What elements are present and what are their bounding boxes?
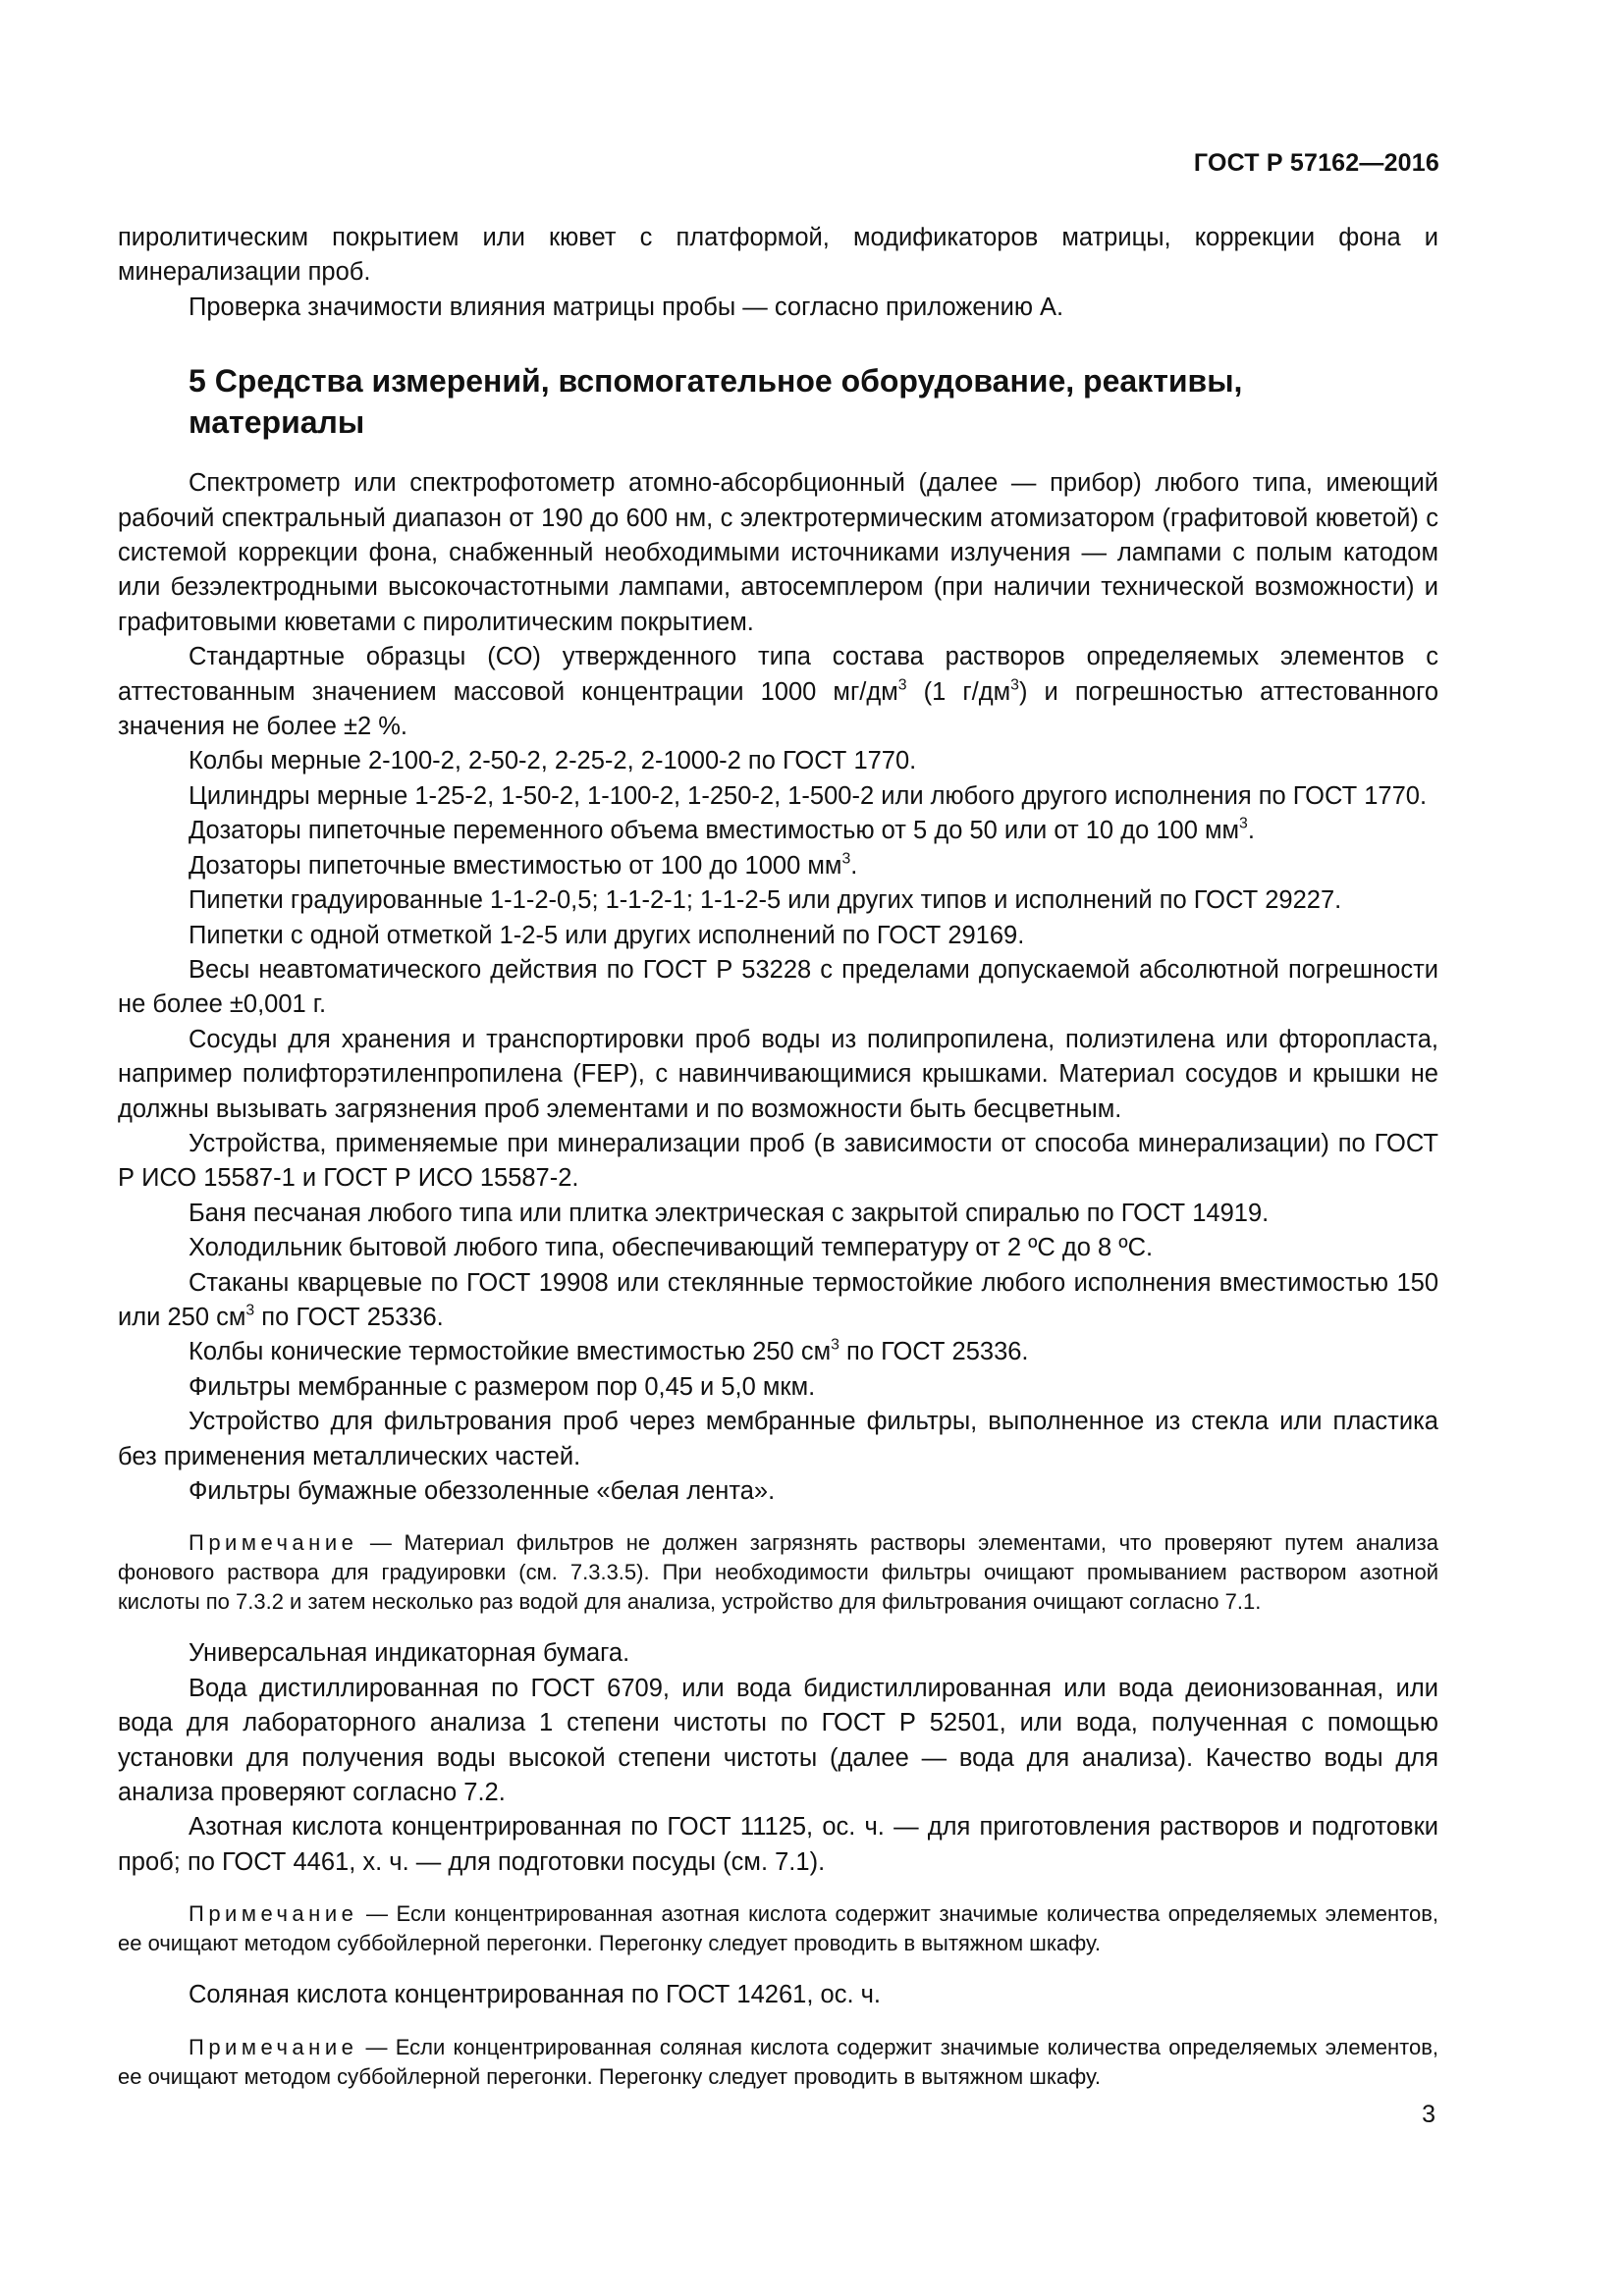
note-text: — Материал фильтров не должен загрязнять растворы элементами, что проверяют путем анализа фонового раствора для градуировки (см. 7.3.3.5). При необходимости фильтры очищают промыванием раствором азотной кислоты по 7.3.2 и затем несколько раз водой для анализа, устройство для фильтрования очищают согласно 7.1.	[118, 1530, 1438, 1615]
superscript: 3	[897, 676, 907, 694]
note-hydrochloric-acid	[118, 2033, 1438, 2092]
text-segment: .	[850, 851, 858, 880]
paragraph-flasks: Колбы мерные 2-100-2, 2-50-2, 2-25-2, 2-1000-2 по ГОСТ 1770.	[189, 747, 917, 775]
text-segment: Колбы конические термостойкие вместимостью 250 см	[189, 1338, 832, 1366]
note-nitric-acid	[118, 1899, 1438, 1958]
text-segment: Стандартные образцы (СО) утвержденного типа состава растворов определяемых элементов с аттестованным значением массовой концентрации 1000 мг/дм	[118, 643, 1438, 706]
superscript: 3	[245, 1302, 255, 1319]
superscript: 3	[831, 1337, 839, 1355]
superscript: 3	[841, 850, 851, 868]
paragraph-filtration-device: Устройство для фильтрования проб через мембранные фильтры, выполненное из стекла или пластика без применения металлических частей.	[118, 1408, 1438, 1470]
paragraph-water: Вода дистиллированная по ГОСТ 6709, или вода бидистиллированная или вода деионизованная, или вода для лабораторного анализа 1 степени чистоты по ГОСТ Р 52501, или вода, полученная с помощью установки для получения воды высокой степени чистоты (далее — вода для анализа). Качество воды для анализа проверяют согласно 7.2.	[118, 1674, 1438, 1807]
paragraph-dispensers-variable	[118, 814, 1438, 848]
paragraph-indicator-paper: Универсальная индикаторная бумага.	[189, 1639, 630, 1668]
intro-paragraph-2: Проверка значимости влияния матрицы пробы — согласно приложению А.	[189, 293, 1064, 321]
note-text: — Если концентрированная соляная кислота содержит значимые количества определяемых элементов, ее очищают методом суббойлерной перегонки. Перегонку следует проводить в вытяжном шкафу.	[118, 2034, 1438, 2089]
paragraph-dispensers	[118, 849, 1438, 883]
note-text: — Если концентрированная азотная кислота содержит значимые количества определяемых элементов, ее очищают методом суббойлерной перегонки. Перегонку следует проводить в вытяжном шкафу.	[118, 1901, 1438, 1956]
paragraph-conical-flasks	[118, 1335, 1438, 1369]
paragraph-cylinders: Цилиндры мерные 1-25-2, 1-50-2, 1-100-2, 1-250-2, 1-500-2 или любого другого исполнения по ГОСТ 1770.	[189, 781, 1428, 810]
paragraph-membrane-filters: Фильтры мембранные с размером пор 0,45 и 5,0 мкм.	[189, 1372, 816, 1401]
section-title: 5 Средства измерений, вспомогательное оборудование, реактивы, материалы	[189, 363, 1243, 441]
paragraph-nitric-acid: Азотная кислота концентрированная по ГОСТ 11125, ос. ч. — для приготовления растворов и подготовки проб; по ГОСТ 4461, х. ч. — для подготовки посуды (см. 7.1).	[118, 1813, 1438, 1876]
text-segment: ) и погрешностью аттестованного значения не более ±2 %.	[118, 677, 1439, 741]
note-label: Примечание	[189, 1530, 358, 1556]
paragraph-refrigerator: Холодильник бытовой любого типа, обеспечивающий температуру от 2 ºC до 8 ºC.	[189, 1234, 1154, 1262]
paragraph-single-mark-pipettes: Пипетки с одной отметкой 1-2-5 или других исполнений по ГОСТ 29169.	[189, 921, 1025, 949]
note-label: Примечание	[189, 2034, 358, 2059]
text-segment: Дозаторы пипеточные переменного объема вместимостью от 5 до 50 или от 10 до 100 мм	[189, 817, 1240, 845]
superscript: 3	[1010, 676, 1019, 694]
page-content	[118, 221, 1438, 2111]
paragraph-scales: Весы неавтоматического действия по ГОСТ Р 53228 с пределами допускаемой абсолютной погрешности не более ±0,001 г.	[118, 955, 1438, 1019]
paragraph-vessels: Сосуды для хранения и транспортировки проб воды из полипропилена, полиэтилена или фторопласта, например полифторэтиленпропилена (FEP), с навинчивающимися крышками. Материал сосудов и крышки не должны вызывать загрязнения проб элементами и по возможности быть бесцветным.	[118, 1025, 1438, 1123]
text-segment: по ГОСТ 25336.	[254, 1303, 444, 1331]
superscript: 3	[1239, 816, 1248, 833]
note-label: Примечание	[189, 1901, 358, 1927]
standard-header: ГОСТ Р 57162—2016	[1193, 149, 1439, 177]
paragraph-hydrochloric-acid: Соляная кислота концентрированная по ГОСТ 14261, ос. ч.	[189, 1981, 881, 2009]
text-segment: Стаканы кварцевые по ГОСТ 19908 или стеклянные термостойкие любого исполнения вместимостью 150 или 250 см	[118, 1268, 1438, 1331]
paragraph-spectrometer: Спектрометр или спектрофотометр атомно-абсорбционный (далее — прибор) любого типа, имеющий рабочий спектральный диапазон от 190 до 600 нм, с электротермическим атомизатором (графитовой кюветой) с системой коррекции фона, снабженный необходимыми источниками излучения — лампами с полым катодом или безэлектродными высокочастотными лампами, автосемплером (при наличии технической возможности) и графитовыми кюветами с пиролитическим покрытием.	[118, 469, 1438, 636]
paragraph-graduated-pipettes: Пипетки градуированные 1-1-2-0,5; 1-1-2-1; 1-1-2-5 или других типов и исполнений по ГОСТ 29227.	[189, 886, 1342, 915]
paragraph-sand-bath: Баня песчаная любого типа или плитка электрическая с закрытой спиралью по ГОСТ 14919.	[189, 1199, 1270, 1227]
paragraph-quartz-beakers	[118, 1266, 1438, 1336]
page-number: 3	[1422, 2101, 1435, 2128]
text-segment: .	[1247, 817, 1255, 845]
text-segment: Дозаторы пипеточные вместимостью от 100 до 1000 мм	[189, 851, 842, 880]
paragraph-mineralization-devices: Устройства, применяемые при минерализации проб (в зависимости от способа минерализации) по ГОСТ Р ИСО 15587-1 и ГОСТ Р ИСО 15587-2.	[118, 1129, 1438, 1193]
text-segment: (1 г/дм	[906, 677, 1011, 706]
text-segment: по ГОСТ 25336.	[839, 1338, 1029, 1366]
paragraph-reference-samples	[118, 640, 1438, 744]
note-filters	[118, 1528, 1438, 1617]
paragraph-paper-filters: Фильтры бумажные обеззоленные «белая лента».	[189, 1477, 776, 1505]
intro-paragraph-1: пиролитическим покрытием или кювет с платформой, модификаторов матрицы, коррекции фона и минерализации проб.	[118, 224, 1438, 287]
